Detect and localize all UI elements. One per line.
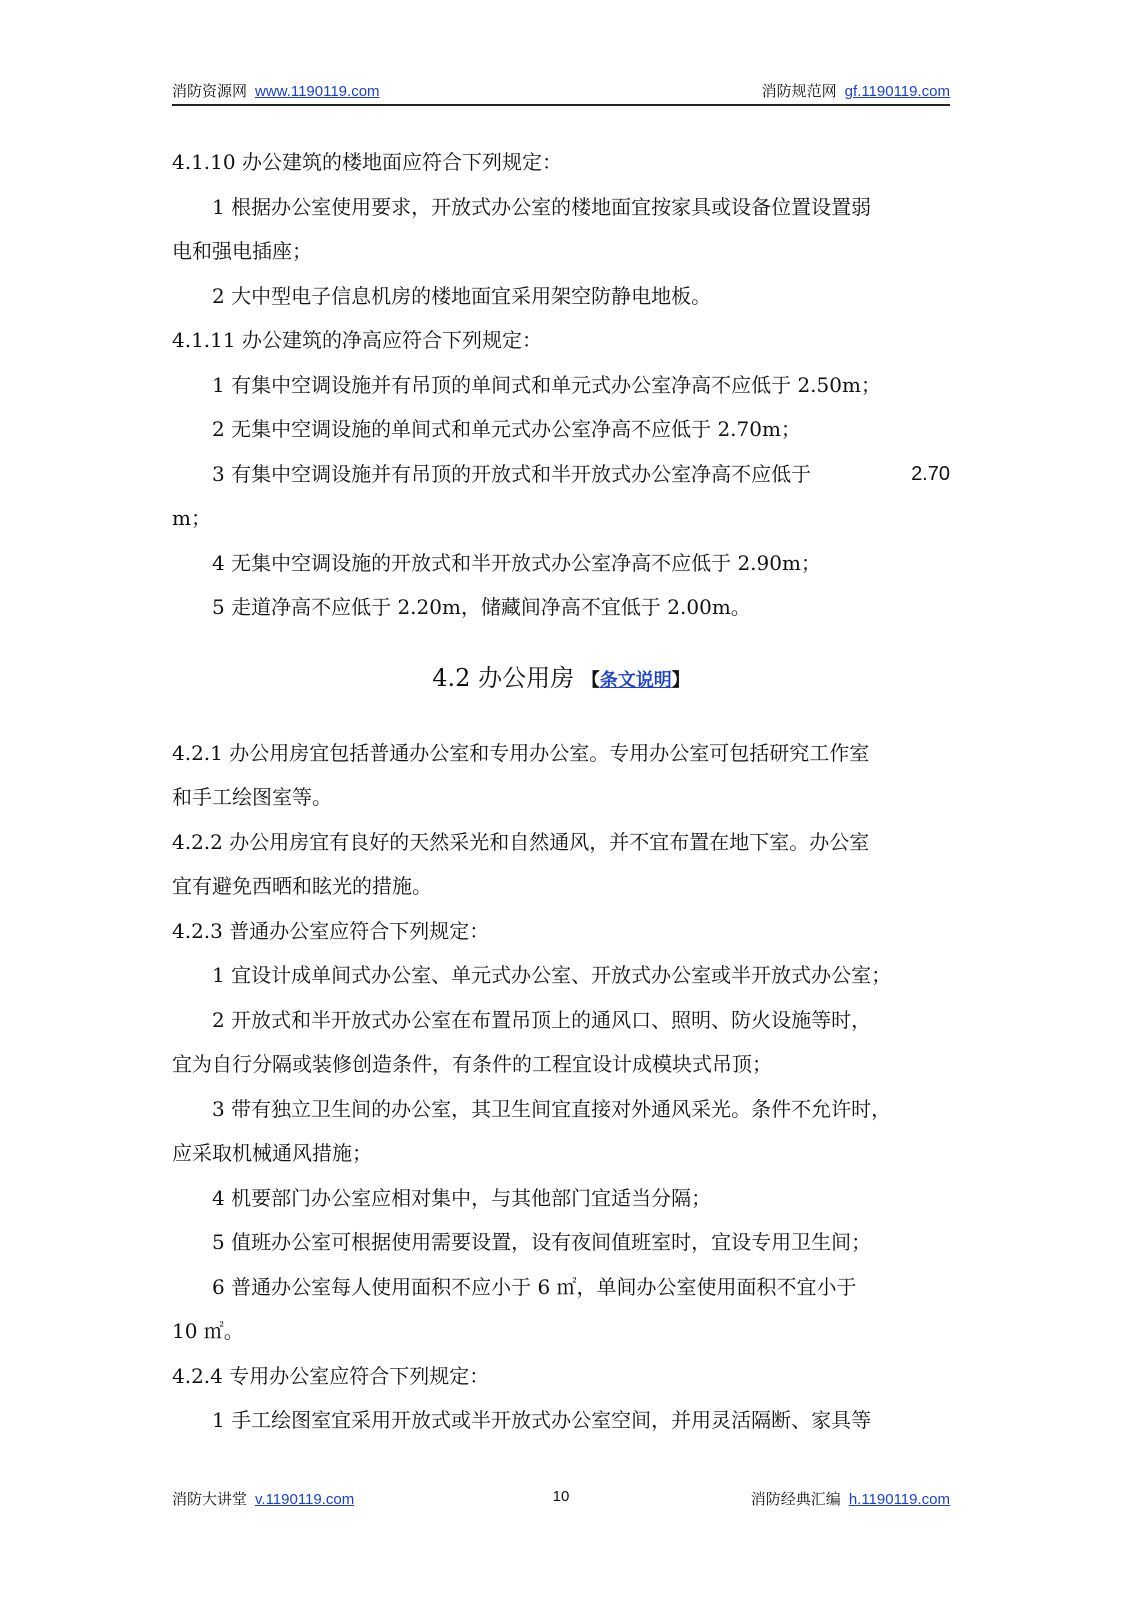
footer-right-site: 消防经典汇编 xyxy=(750,1490,841,1508)
header-left-site: 消防资源网 xyxy=(172,82,248,100)
clause-4-2-3-item-6: 6 普通办公室每人使用面积不应小于 6 ㎡，单间办公室使用面积不宜小于 xyxy=(212,1274,857,1299)
clause-4-2-3-item-2: 2 开放式和半开放式办公室在布置吊顶上的通风口、照明、防火设施等时， xyxy=(212,1007,872,1032)
header-left xyxy=(172,80,380,101)
clause-4-2-3-item-6-cont: 10 ㎡。 xyxy=(172,1319,244,1343)
clause-4-2-3-item-5: 5 值班办公室可根据使用需要设置，设有夜间值班室时，宜设专用卫生间； xyxy=(212,1230,872,1254)
clause-4-2-3-item-3: 3 带有独立卫生间的办公室，其卫生间宜直接对外通风采光。条件不允许时， xyxy=(212,1096,892,1121)
clause-4-2-3-item-2-cont: 宜为自行分隔或装修创造条件，有条件的工程宜设计成模块式吊顶； xyxy=(172,1052,772,1076)
page-number: 10 xyxy=(552,1488,570,1505)
clause-4-2-4-item-1: 1 手工绘图室宜采用开放式或半开放式办公室空间，并用灵活隔断、家具等 xyxy=(212,1408,872,1432)
clause-4-1-11-item-3-text: 3 有集中空调设施并有吊顶的开放式和半开放式办公室净高不应低于 xyxy=(212,461,812,486)
clause-4-2-3-item-1: 1 宜设计成单间式办公室、单元式办公室、开放式办公室或半开放式办公室； xyxy=(212,963,892,987)
clause-4-1-11-item-2: 2 无集中空调设施的单间式和单元式办公室净高不应低于 2.70m； xyxy=(212,417,801,441)
clause-4-1-11-item-1: 1 有集中空调设施并有吊顶的单间式和单元式办公室净高不应低于 2.50m； xyxy=(212,372,881,397)
page-footer xyxy=(172,1488,950,1512)
clause-4-1-11-item-3-value: 2.70 xyxy=(911,462,950,485)
clause-4-2-3-item-3-cont: 应采取机械通风措施； xyxy=(172,1141,372,1165)
clause-4-1-11: 4.1.11 办公建筑的净高应符合下列规定： xyxy=(172,328,542,352)
footer-right xyxy=(751,1488,950,1509)
clause-4-2-3: 4.2.3 普通办公室应符合下列规定： xyxy=(172,918,490,943)
footer-right-link[interactable]: h.1190119.com xyxy=(848,1491,950,1508)
section-explanation-tag xyxy=(582,670,690,691)
header-right xyxy=(762,80,950,101)
clause-4-2-4: 4.2.4 专用办公室应符合下列规定： xyxy=(172,1363,490,1388)
clause-4-1-10-item-1-cont: 电和强电插座； xyxy=(172,239,312,263)
section-title: 4.2 办公用房 xyxy=(432,663,575,692)
clause-4-1-11-item-3-cont: m； xyxy=(172,506,211,530)
clause-4-2-1: 4.2.1 办公用房宜包括普通办公室和专用办公室。专用办公室可包括研究工作室 xyxy=(172,740,870,765)
page-header xyxy=(172,78,950,106)
clause-4-2-2-cont: 宜有避免西晒和眩光的措施。 xyxy=(172,874,432,898)
section-heading xyxy=(172,658,950,701)
header-left-link[interactable]: www.1190119.com xyxy=(255,83,380,100)
clause-4-2-1-cont: 和手工绘图室等。 xyxy=(172,785,332,809)
footer-left-site: 消防大讲堂 xyxy=(172,1490,248,1508)
explanation-link[interactable]: 条文说明 xyxy=(599,669,672,691)
tag-close-bracket: 】 xyxy=(671,669,690,691)
clause-4-1-11-item-3 xyxy=(172,452,950,497)
header-right-link[interactable]: gf.1190119.com xyxy=(844,83,950,100)
tag-open-bracket: 【 xyxy=(581,669,600,691)
clause-4-1-10: 4.1.10 办公建筑的楼地面应符合下列规定： xyxy=(172,150,562,174)
clause-4-1-10-item-1: 1 根据办公室使用要求，开放式办公室的楼地面宜按家具或设备位置设置弱 xyxy=(212,194,872,219)
clause-4-2-3-item-4: 4 机要部门办公室应相对集中，与其他部门宜适当分隔； xyxy=(212,1185,712,1210)
document-body xyxy=(172,140,950,1443)
clause-4-1-10-item-2: 2 大中型电子信息机房的楼地面宜采用架空防静电地板。 xyxy=(212,283,712,308)
clause-4-1-11-item-5: 5 走道净高不应低于 2.20m，储藏间净高不宜低于 2.00m。 xyxy=(212,595,751,619)
clause-4-1-11-item-4: 4 无集中空调设施的开放式和半开放式办公室净高不应低于 2.90m； xyxy=(212,550,821,575)
footer-left-link[interactable]: v.1190119.com xyxy=(255,1491,355,1508)
clause-4-2-2: 4.2.2 办公用房宜有良好的天然采光和自然通风，并不宜布置在地下室。办公室 xyxy=(172,829,870,854)
header-right-site: 消防规范网 xyxy=(761,82,837,100)
